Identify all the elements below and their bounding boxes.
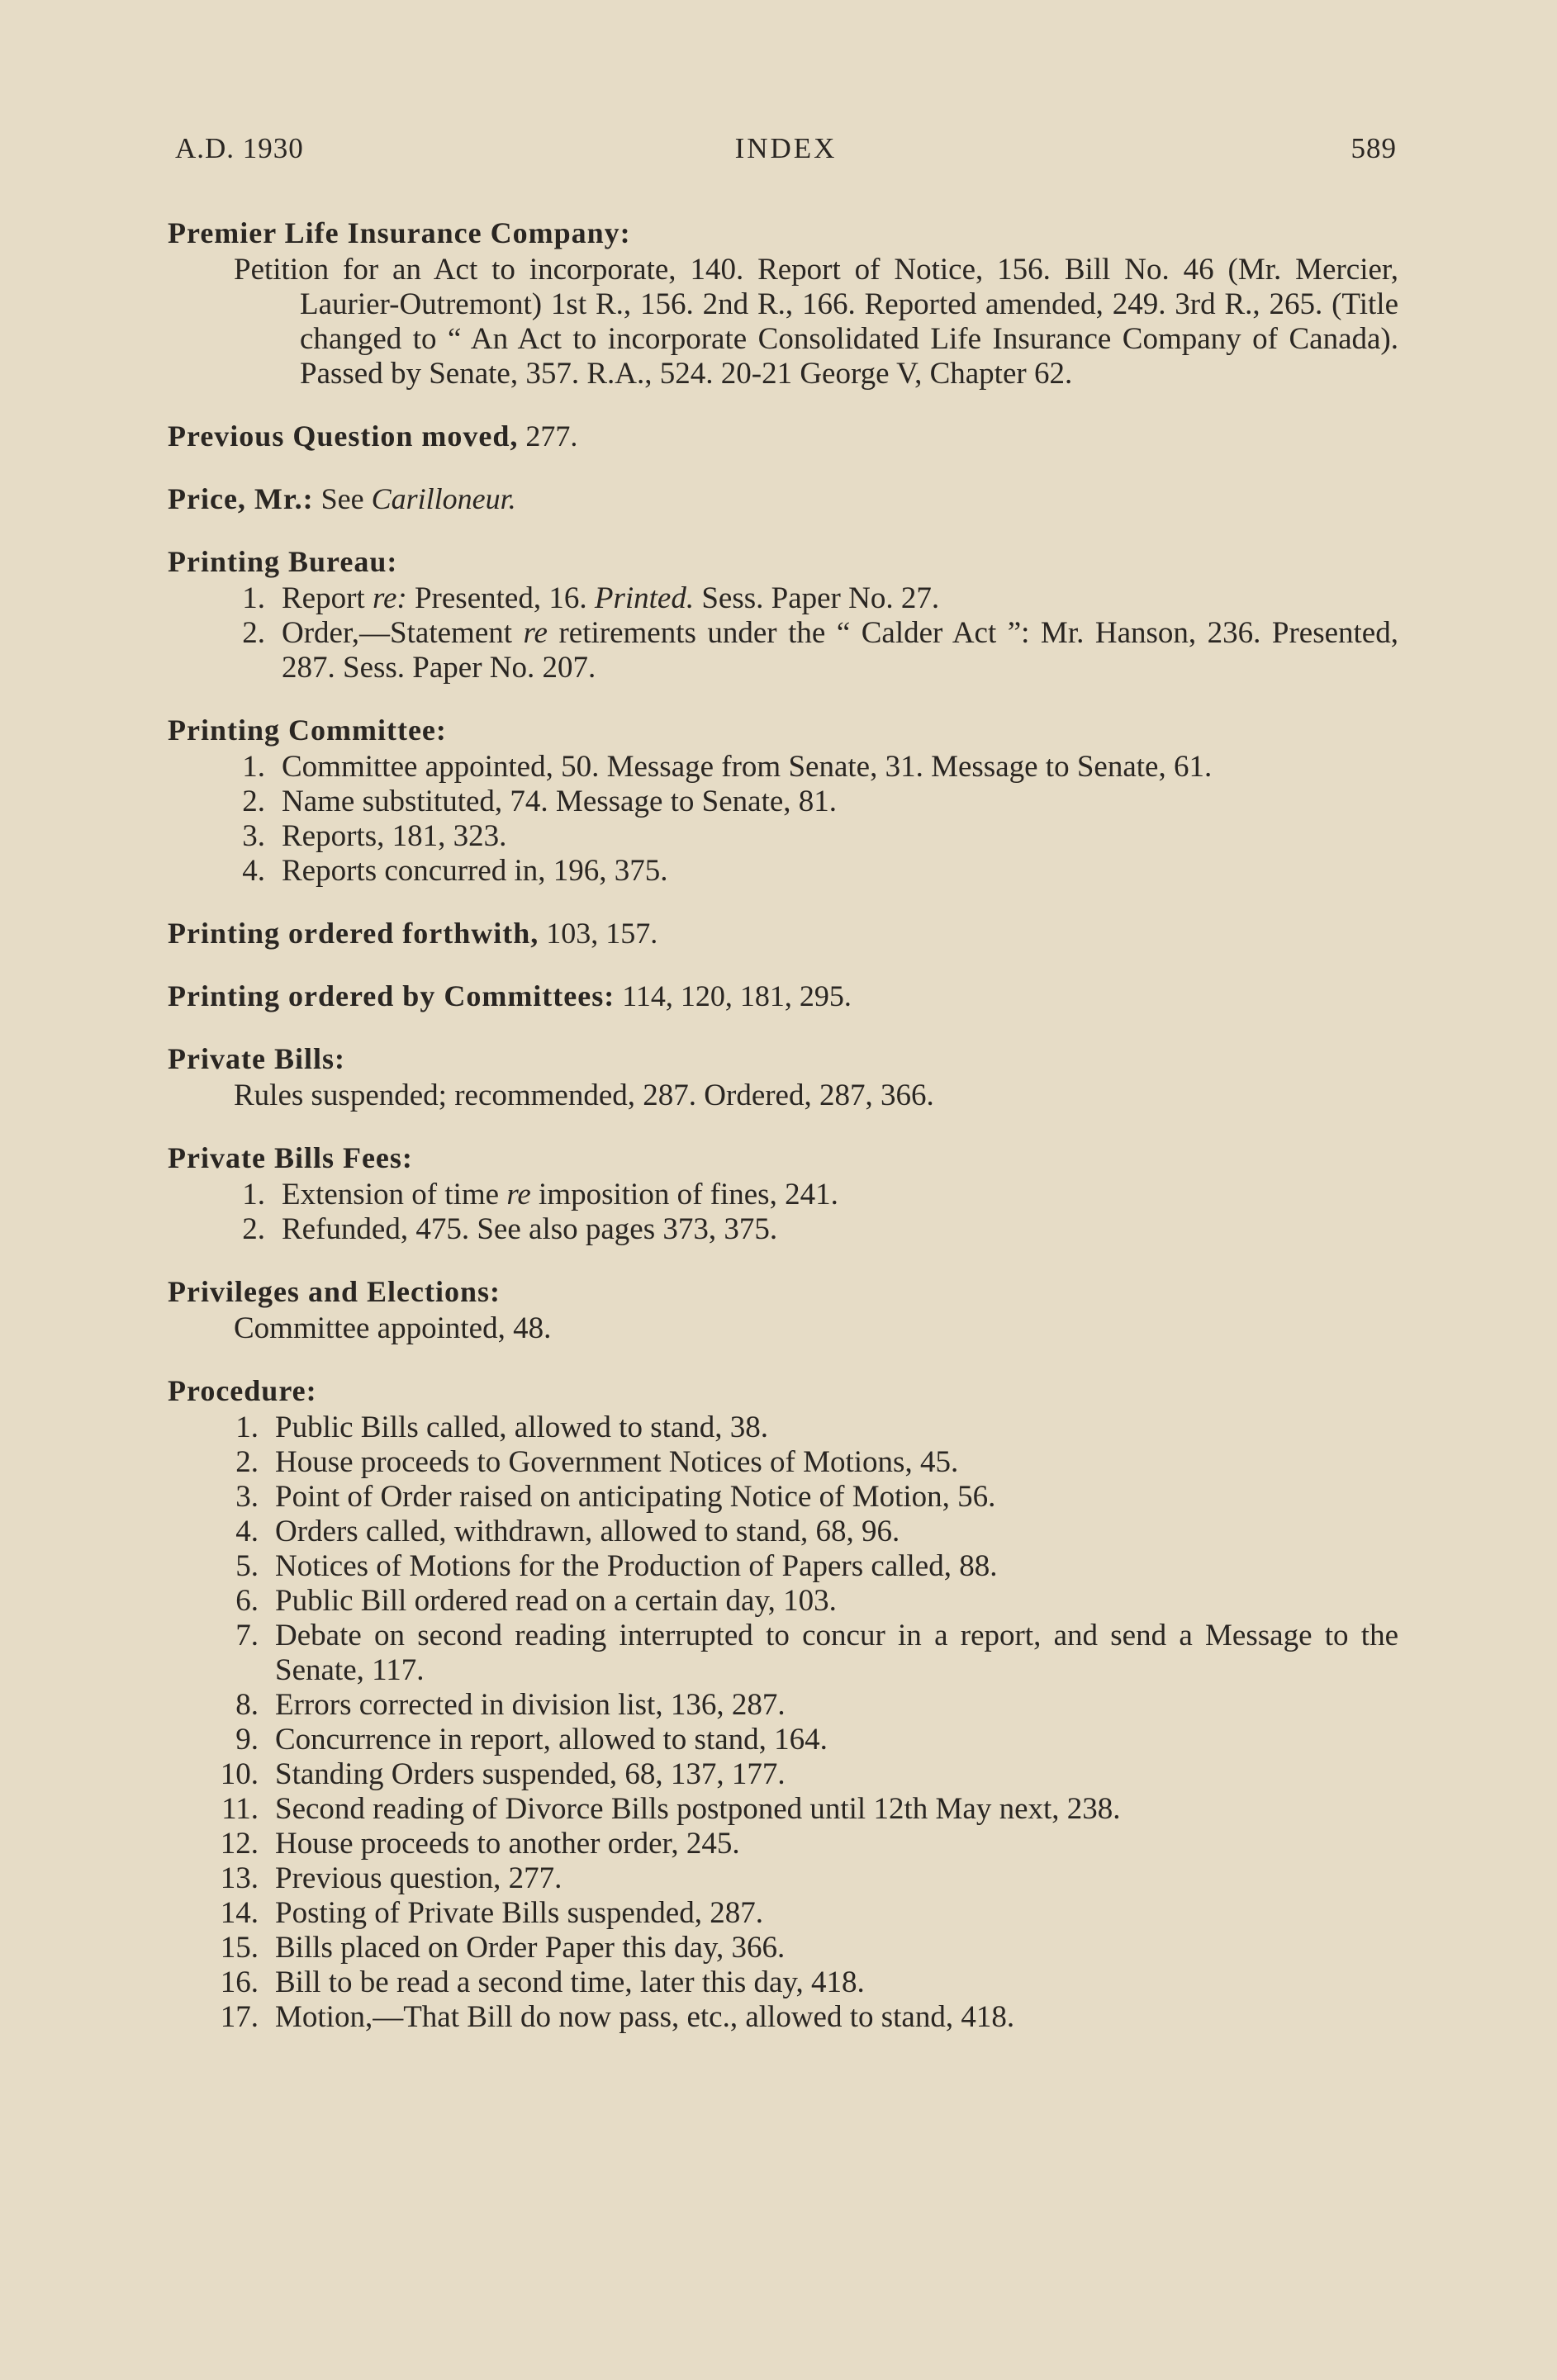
entry-item [168, 1861, 1398, 1896]
item-text: Reports concurred in, 196, 375. [282, 854, 668, 888]
entry-heading [168, 481, 1398, 517]
entry-item [168, 1896, 1398, 1931]
item-number: 3. [235, 1480, 259, 1514]
item-text: Extension of time re imposition of fines, 241. [282, 1178, 838, 1211]
item-number: 4. [235, 1515, 259, 1548]
entry-heading-text: Private Bills: [168, 1042, 345, 1075]
item-number: 9. [235, 1723, 259, 1757]
item-number: 10. [220, 1757, 259, 1791]
item-text: Order,—Statement re retirements under the “ Calder Act ”: Mr. Hanson, 236. Presented, 287. Sess. Paper No. 207. [282, 616, 1398, 685]
entry-pages: 114, 120, 181, 295. [615, 979, 852, 1012]
index-entry [168, 1041, 1398, 1113]
entry-item [168, 1792, 1398, 1827]
entry-heading [168, 215, 1398, 251]
index-entry [168, 1140, 1398, 1247]
item-number: 17. [220, 2000, 259, 2034]
item-text: Report re: Presented, 16. Printed. Sess. Paper No. 27. [282, 581, 940, 615]
page-number: 589 [1351, 132, 1397, 164]
entry-heading-text: Printing Bureau: [168, 545, 398, 578]
item-number: 1. [242, 1178, 265, 1211]
item-number: 8. [235, 1688, 259, 1722]
entry-item [168, 1178, 1398, 1212]
entry-heading [168, 418, 1398, 454]
entry-item [168, 1410, 1398, 1445]
entry-see: See [313, 482, 372, 515]
entry-item [168, 1827, 1398, 1861]
item-number: 6. [235, 1584, 259, 1618]
index-entries [168, 215, 1398, 2061]
entry-item [168, 2000, 1398, 2035]
item-text: Name substituted, 74. Message to Senate, 81. [282, 785, 838, 818]
item-number: 2. [242, 616, 265, 650]
item-number: 1. [242, 581, 265, 615]
item-number: 11. [221, 1792, 259, 1826]
item-number: 7. [235, 1619, 259, 1652]
item-italic: re: [372, 581, 407, 615]
entry-heading [168, 543, 1398, 580]
entry-item [168, 1445, 1398, 1480]
entry-item [168, 1584, 1398, 1619]
entry-item [168, 1515, 1398, 1549]
running-head [175, 132, 1397, 172]
item-number: 4. [242, 854, 265, 888]
entry-heading-text: Procedure: [168, 1374, 317, 1407]
item-text: Posting of Private Bills suspended, 287. [275, 1896, 763, 1930]
entry-item [168, 819, 1398, 854]
entry-pages: 103, 157. [539, 917, 658, 950]
item-text: Point of Order raised on anticipating Notice of Motion, 56. [275, 1480, 996, 1514]
entry-heading-text: Previous Question moved, [168, 420, 519, 453]
item-number: 16. [220, 1965, 259, 1999]
entry-text: Petition for an Act to incorporate, 140. Report of Notice, 156. Bill No. 46 (Mr. Mercier, Laurier-Outremont) 1st R., 156. 2nd R., 166. Reported amended, 249. 3rd R., 265. (Title changed to “ An Act to incorporate Consolidated Life Insurance Company of Canada). Passed by Senate, 357. R.A., 524. 20-21 George V, Chapter 62. [234, 253, 1398, 391]
entry-heading-text: Printing ordered forthwith, [168, 917, 539, 950]
item-text: Concurrence in report, allowed to stand, 164. [275, 1723, 828, 1757]
entry-heading [168, 712, 1398, 748]
item-text: Public Bill ordered read on a certain day, 103. [275, 1584, 837, 1618]
item-text: Reports, 181, 323. [282, 819, 507, 853]
item-text: Previous question, 277. [275, 1861, 563, 1895]
item-number: 13. [220, 1861, 259, 1895]
entry-heading-text: Private Bills Fees: [168, 1141, 413, 1174]
item-text: House proceeds to Government Notices of Motions, 45. [275, 1445, 959, 1479]
entry-item [168, 1965, 1398, 2000]
entry-heading-text: Printing ordered by Committees: [168, 979, 615, 1012]
item-text: Notices of Motions for the Production of Papers called, 88. [275, 1549, 998, 1583]
index-entry [168, 418, 1398, 454]
entry-heading-text: Premier Life Insurance Company: [168, 216, 631, 249]
item-text: Debate on second reading interrupted to concur in a report, and send a Message to the Senate, 117. [275, 1619, 1398, 1687]
item-text: House proceeds to another order, 245. [275, 1827, 740, 1861]
entry-heading-text: Price, Mr.: [168, 482, 314, 515]
entry-items [168, 581, 1398, 685]
item-text: Motion,—That Bill do now pass, etc., allowed to stand, 418. [275, 2000, 1015, 2034]
index-entry [168, 1273, 1398, 1346]
item-number: 2. [235, 1445, 259, 1479]
entry-heading [168, 1140, 1398, 1176]
item-text: Standing Orders suspended, 68, 137, 177. [275, 1757, 786, 1791]
index-entry [168, 978, 1398, 1014]
entry-pages: 277. [518, 420, 578, 453]
entry-heading [168, 915, 1398, 951]
entry-heading [168, 978, 1398, 1014]
entry-text: Rules suspended; recommended, 287. Ordered, 287, 366. [234, 1079, 934, 1112]
entry-heading [168, 1373, 1398, 1409]
item-italic: re [523, 616, 548, 650]
entry-cross-reference: Carilloneur. [371, 482, 516, 515]
entry-item [168, 750, 1398, 785]
entry-heading [168, 1273, 1398, 1310]
item-number: 12. [220, 1827, 259, 1861]
item-italic: Printed. [594, 581, 695, 615]
index-entry [168, 543, 1398, 685]
item-text: Refunded, 475. See also pages 373, 375. [282, 1212, 778, 1246]
entry-text: Committee appointed, 48. [234, 1311, 552, 1345]
entry-item [168, 1619, 1398, 1688]
entry-item [168, 581, 1398, 616]
item-number: 1. [235, 1410, 259, 1444]
index-entry [168, 712, 1398, 889]
item-text: Bills placed on Order Paper this day, 366. [275, 1931, 786, 1965]
entry-heading [168, 1041, 1398, 1077]
entry-heading-text: Printing Committee: [168, 714, 447, 747]
entry-item [168, 1723, 1398, 1757]
item-text: Orders called, withdrawn, allowed to stand, 68, 96. [275, 1515, 900, 1548]
entry-item [168, 1212, 1398, 1247]
item-number: 2. [242, 1212, 265, 1246]
index-entry [168, 215, 1398, 391]
item-number: 1. [242, 750, 265, 784]
item-text: Second reading of Divorce Bills postponed until 12th May next, 238. [275, 1792, 1121, 1826]
item-text: Errors corrected in division list, 136, 287. [275, 1688, 786, 1722]
entry-item [168, 1931, 1398, 1965]
item-italic: re [506, 1178, 531, 1211]
entry-item [168, 1757, 1398, 1792]
item-text: Committee appointed, 50. Message from Senate, 31. Message to Senate, 61. [282, 750, 1213, 784]
item-text: Public Bills called, allowed to stand, 38. [275, 1410, 769, 1444]
index-entry [168, 481, 1398, 517]
item-text: Bill to be read a second time, later this day, 418. [275, 1965, 865, 1999]
item-number: 15. [220, 1931, 259, 1965]
entry-item [168, 616, 1398, 685]
entry-items [168, 750, 1398, 889]
entry-items [168, 1178, 1398, 1247]
index-entry [168, 915, 1398, 951]
entry-item [168, 1688, 1398, 1723]
item-number: 2. [242, 785, 265, 818]
item-number: 14. [220, 1896, 259, 1930]
entry-item [168, 1480, 1398, 1515]
header-title: INDEX [734, 132, 838, 164]
entry-item [168, 1549, 1398, 1584]
entry-heading-text: Privileges and Elections: [168, 1275, 501, 1308]
index-entry [168, 1373, 1398, 2035]
item-number: 5. [235, 1549, 259, 1583]
entry-items [168, 1410, 1398, 2035]
entry-item [168, 785, 1398, 819]
header-year: A.D. 1930 [175, 132, 304, 164]
item-number: 3. [242, 819, 265, 853]
entry-item [168, 854, 1398, 889]
